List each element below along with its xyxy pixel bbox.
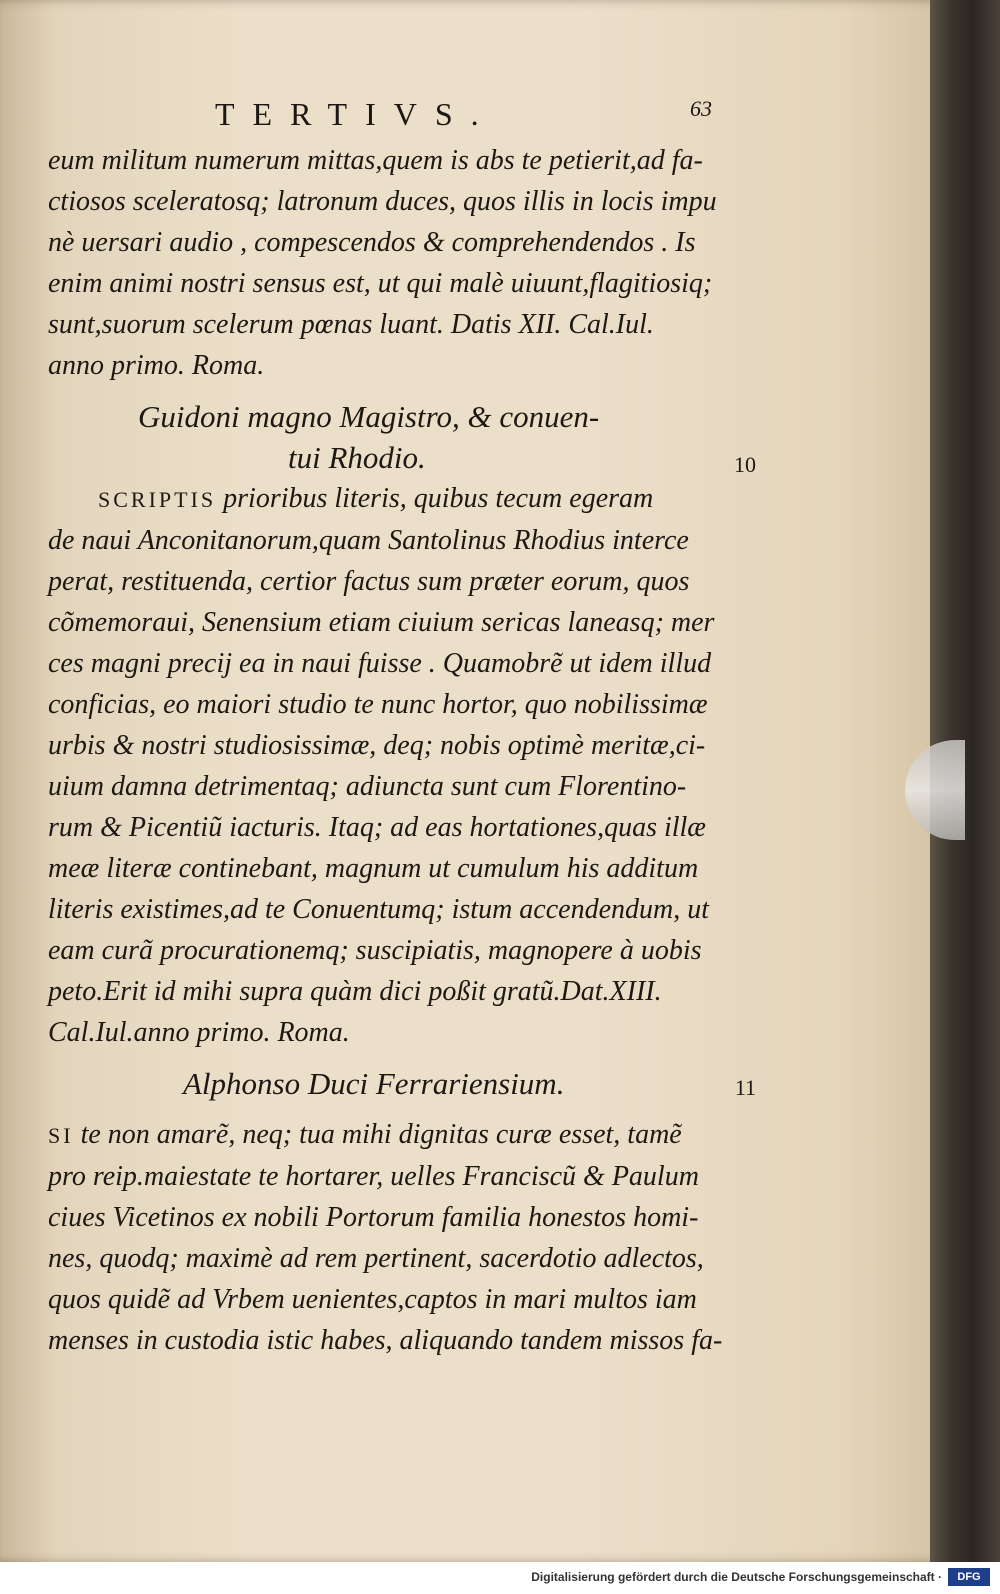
- page-header: [0, 96, 958, 140]
- text-line: anno primo. Roma.: [48, 350, 265, 381]
- letter-9-conclusion: [48, 140, 748, 386]
- text-fragment: te non amarẽ, neq; tua mihi dignitas curæ esset, tamẽ: [80, 1119, 682, 1150]
- text-line: [48, 1114, 748, 1156]
- text-line: perat, restituenda, certior factus sum præter eorum, quos: [48, 566, 690, 597]
- text-line: meæ literæ continebant, magnum ut cumulum his additum: [48, 853, 699, 884]
- text-line: nè uersari audio , compescendos & comprehendendos . Is: [48, 227, 696, 258]
- letter-10-body: [48, 478, 748, 1053]
- text-line: uium damna detrimentaq; adiuncta sunt cum Florentino-: [48, 771, 687, 802]
- heading-line: Alphonso Duci Ferrariensium.: [183, 1066, 565, 1101]
- letter-11-heading: [48, 1063, 756, 1104]
- text-line: urbis & nostri studiosissimæ, deq; nobis optimè meritæ,ci-: [48, 730, 706, 761]
- text-line: de naui Anconitanorum,quam Santolinus Rhodius interce: [48, 525, 689, 556]
- text-line: Cal.Iul.anno primo. Roma.: [48, 1017, 350, 1048]
- text-line: cõmemoraui, Senensium etiam ciuium sericas laneasq; mer: [48, 607, 715, 638]
- letter-10-heading: [48, 396, 756, 478]
- text-line: enim animi nostri sensus est, ut qui malè uiuunt,flagitiosiq;: [48, 268, 713, 299]
- footer-bar: [0, 1562, 1000, 1594]
- text-line: sunt,suorum scelerum pœnas luant. Datis XII. Cal.Iul.: [48, 309, 654, 340]
- initial-word: SI: [48, 1123, 74, 1148]
- letter-11-body: [48, 1114, 748, 1361]
- text-line: pro reip.maiestate te hortarer, uelles Franciscũ & Paulum: [48, 1161, 699, 1192]
- text-line: ciues Vicetinos ex nobili Portorum familia honestos homi-: [48, 1202, 699, 1233]
- initial-word: SCRIPTIS: [98, 487, 217, 512]
- letter-number: 10: [734, 452, 756, 477]
- text-line: peto.Erit id mihi supra quàm dici poßit gratũ.Dat.XIII.: [48, 976, 662, 1007]
- text-line: nes, quodq; maximè ad rem pertinent, sacerdotio adlectos,: [48, 1243, 704, 1274]
- heading-line: Guidoni magno Magistro, & conuen-: [138, 399, 600, 434]
- text-block: [48, 140, 756, 1361]
- funding-credit: Digitalisierung gefördert durch die Deutsche Forschungsgemeinschaft ·: [531, 1570, 942, 1584]
- text-line: ces magni precij ea in naui fuisse . Quamobrẽ ut idem illud: [48, 648, 712, 679]
- text-line: eam curã procurationemq; suscipiatis, magnopere à uobis: [48, 935, 702, 966]
- letter-number: 11: [734, 1075, 756, 1100]
- text-line: [48, 478, 748, 520]
- text-line: quos quidẽ ad Vrbem uenientes,captos in mari multos iam: [48, 1284, 697, 1315]
- folio-number: 63: [690, 96, 712, 121]
- text-line: ctiosos sceleratosq; latronum duces, quos illis in locis impu: [48, 186, 717, 217]
- text-line: menses in custodia istic habes, aliquando tandem missos fa-: [48, 1325, 723, 1356]
- text-line: eum militum numerum mittas,quem is abs te petierit,ad fa-: [48, 145, 703, 176]
- running-head: TERTIVS.: [215, 96, 497, 132]
- heading-line: tui Rhodio.: [288, 440, 426, 475]
- text-line: literis existimes,ad te Conuentumq; istum accendendum, ut: [48, 894, 709, 925]
- text-line: rum & Picentiũ iacturis. Itaq; ad eas hortationes,quas illæ: [48, 812, 706, 843]
- dfg-logo: DFG: [948, 1568, 990, 1586]
- text-fragment: prioribus literis, quibus tecum egeram: [223, 483, 654, 514]
- text-line: conficias, eo maiori studio te nunc hortor, quo nobilissimæ: [48, 689, 708, 720]
